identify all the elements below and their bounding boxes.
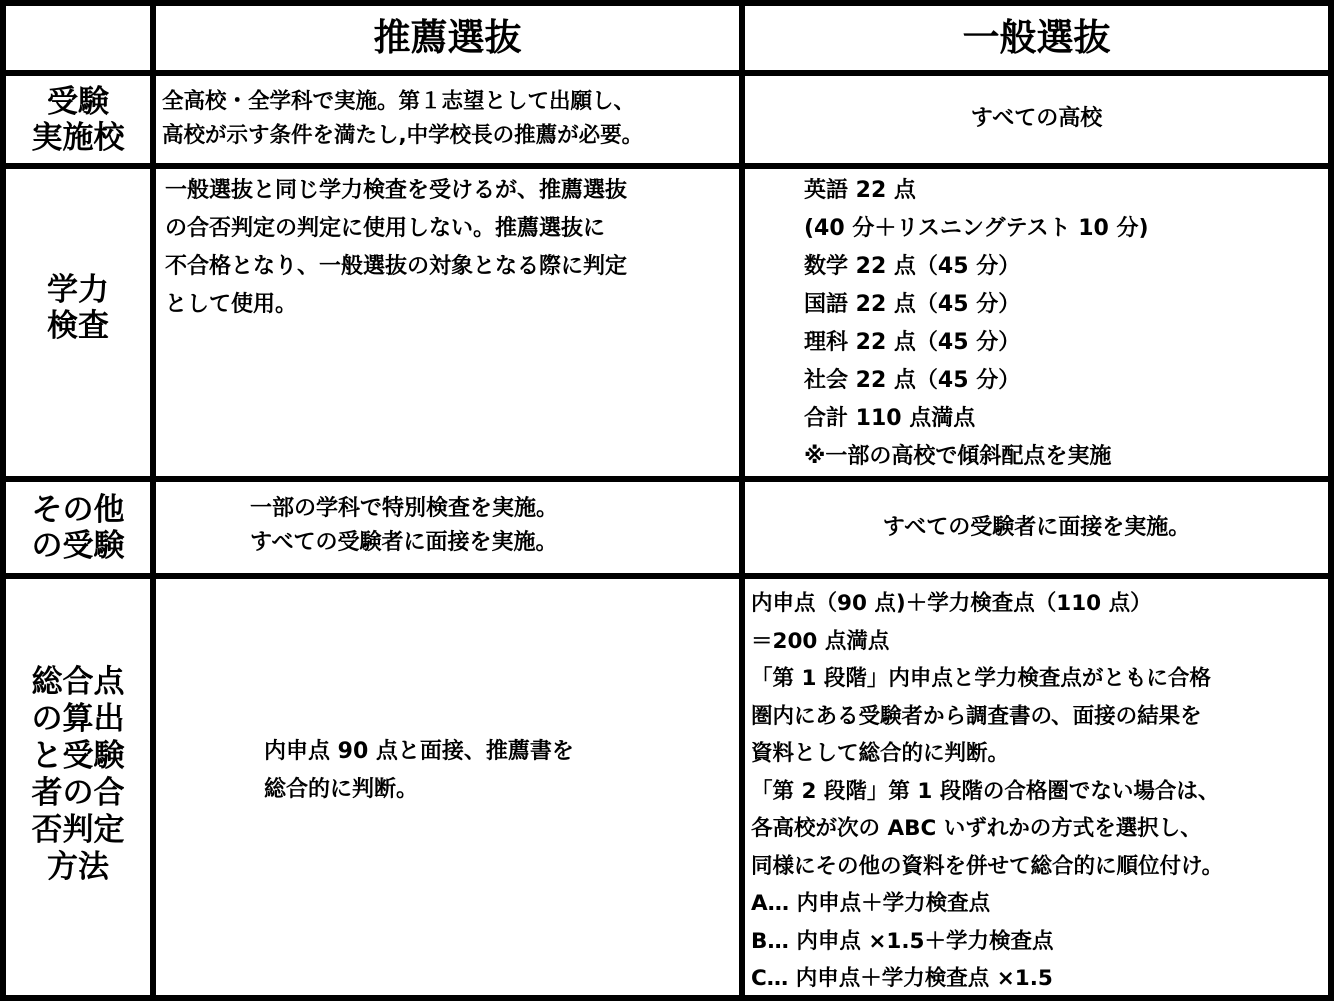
row-label-line: 否判定 (31, 812, 125, 848)
divider-row-2 (0, 163, 1334, 169)
text-line: 同様にその他の資料を併せて総合的に順位付け。 (751, 853, 1224, 879)
divider-row-1 (0, 70, 1334, 76)
row-label-line: 受験 (47, 84, 109, 120)
row-label-line: 者の合 (31, 775, 125, 811)
border-right (1328, 0, 1334, 1001)
row-label-line: の算出 (31, 701, 125, 737)
text-line: すべての受験者に面接を実施。 (250, 530, 558, 555)
divider-row-4 (0, 573, 1334, 579)
text-line: 圏内にある受験者から調査書の、面接の結果を (751, 703, 1202, 729)
row-label-line: の受験 (31, 528, 125, 564)
text-line: C… 内申点＋学力検査点 ×1.5 (751, 966, 1053, 991)
text-line: 各高校が次の ABC いずれかの方式を選択し、 (751, 816, 1202, 841)
text-line: 「第 2 段階」第 1 段階の合格圏でない場合は、 (751, 778, 1220, 804)
recommendation-scoring-method (264, 733, 734, 809)
text-line: すべての受験者に面接を実施。 (882, 515, 1191, 540)
text-line: 内申点 90 点と面接、推薦書を (264, 739, 574, 764)
text-line: 不合格となり、一般選抜の対象となる際に判定 (165, 254, 628, 279)
text-line: ※一部の高校で傾斜配点を実施 (804, 444, 1112, 469)
text-line: 「第 1 段階」内申点と学力検査点がともに合格 (751, 666, 1211, 691)
text-line: 理科 22 点（45 分） (804, 330, 1021, 355)
row-label-line: 実施校 (31, 120, 125, 156)
text-line: 一般選抜と同じ学力検査を受けるが、推薦選抜 (165, 178, 628, 203)
recommendation-other-exams (250, 492, 730, 560)
text-line: 国語 22 点（45 分） (804, 292, 1021, 317)
row-label-other-exams (6, 492, 150, 564)
divider-row-3 (0, 476, 1334, 482)
text-line: 高校が示す条件を満たし,中学校長の推薦が必要。 (162, 123, 644, 148)
text-line: 数学 22 点（45 分） (804, 254, 1021, 279)
text-line: 内申点（90 点)＋学力検査点（110 点） (751, 591, 1152, 616)
text-line: B… 内申点 ×1.5＋学力検査点 (751, 928, 1054, 954)
header-recommendation: 推薦選抜 (373, 16, 522, 59)
general-academic-test (804, 172, 1324, 476)
general-scoring-method (751, 585, 1328, 998)
text-line: 資料として総合的に判断。 (751, 741, 1010, 766)
text-line: 社会 22 点（45 分） (804, 368, 1021, 393)
text-line: の合否判定の判定に使用しない。推薦選抜に (165, 216, 606, 241)
text-line: A… 内申点＋学力検査点 (751, 891, 991, 916)
row-label-line: その他 (31, 492, 125, 528)
general-other-exams (745, 509, 1328, 547)
row-label-exam-schools (6, 84, 150, 156)
divider-col-2 (739, 0, 745, 1001)
row-label-line: と受験 (31, 738, 125, 774)
general-exam-schools (745, 100, 1328, 138)
row-label-line: 方法 (47, 849, 109, 885)
text-line: として使用。 (165, 292, 298, 317)
recommendation-academic-test (165, 172, 737, 324)
text-line: すべての高校 (970, 106, 1103, 131)
header-general: 一般選抜 (962, 16, 1111, 59)
text-line: (40 分＋リスニングテスト 10 分) (804, 216, 1149, 241)
text-line: 英語 22 点 (804, 178, 916, 203)
text-line: 一部の学科で特別検査を実施。 (250, 496, 559, 521)
recommendation-exam-schools (162, 85, 737, 153)
divider-col-1 (150, 0, 156, 1001)
row-label-line: 検査 (47, 308, 109, 344)
row-label-line: 学力 (47, 272, 109, 308)
row-label-scoring-method (6, 664, 150, 886)
row-label-academic-test (6, 272, 150, 344)
text-line: ＝200 点満点 (751, 628, 890, 654)
row-label-line: 総合点 (31, 664, 125, 700)
text-line: 合計 110 点満点 (804, 406, 976, 431)
text-line: 総合的に判断。 (264, 777, 419, 802)
text-line: 全高校・全学科で実施。第１志望として出願し、 (162, 89, 636, 114)
